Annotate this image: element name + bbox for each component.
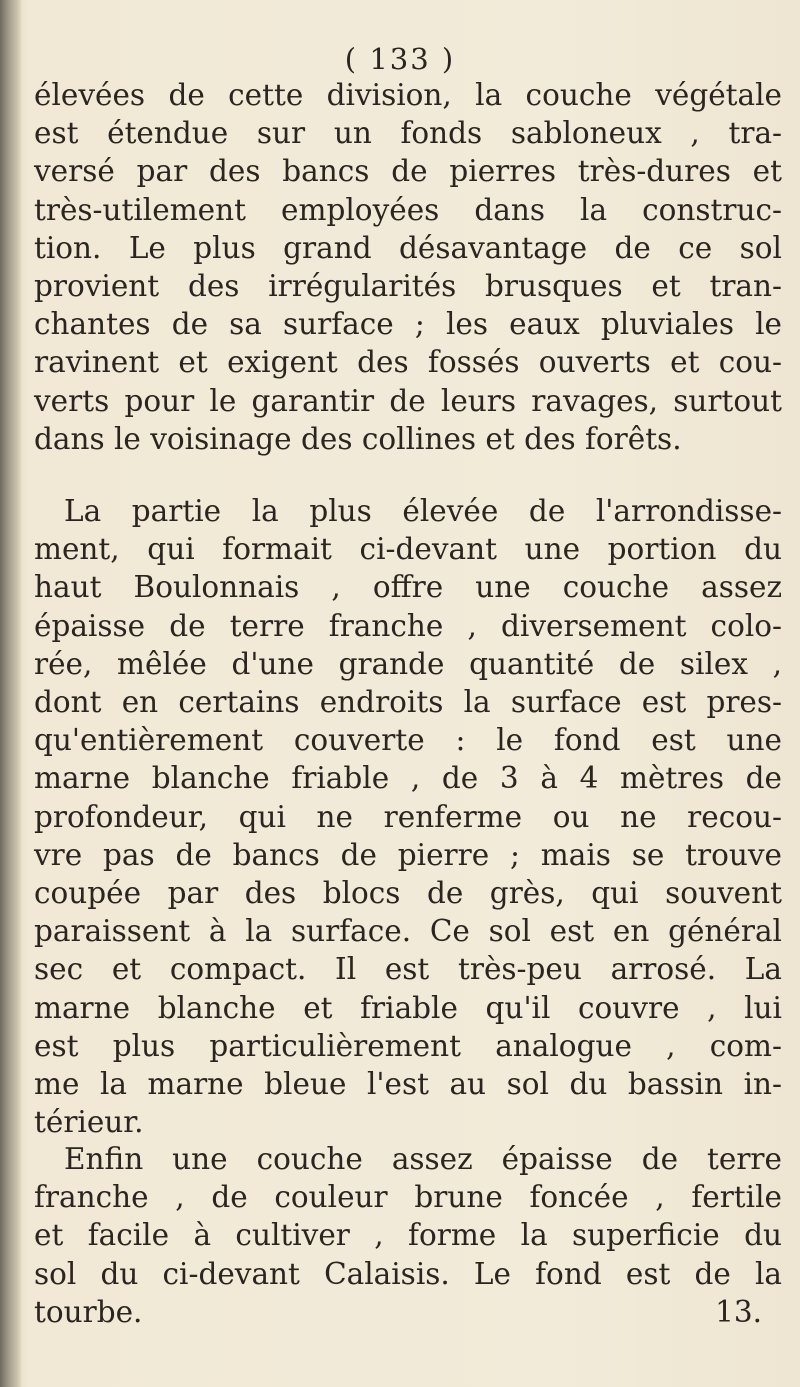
text-line: Enfin une couche assez épaisse de terre [64,1142,782,1176]
text-line: qu'entièrement couverte : le fond est une [34,723,782,758]
page-binding-edge [0,0,22,1387]
text-line: marne blanche friable , de 3 à 4 mètres de [34,761,782,796]
text-line: térieur. [34,1105,144,1140]
text-line: rée, mêlée d'une grande quantité de silex , [34,646,782,681]
text-line: sol du ci-devant Calaisis. Le fond est de la [34,1256,782,1291]
text-line: vre pas de bancs de pierre ; mais se trouve [34,837,782,872]
text-line: provient des irrégularités brusques et tran- [34,269,782,304]
page-number: ( 133 ) [344,42,456,76]
text-line: sec et compact. Il est très-peu arrosé. La [34,952,782,987]
text-line: ment, qui formait ci-devant une portion du [34,532,782,567]
paragraph-1 [34,76,782,458]
text-line: dont en certains endroits la surface est pres- [34,685,782,720]
text-line: chantes de sa surface ; les eaux pluviales le [34,307,782,342]
text-line: très-utilement employées dans la construc- [34,192,782,227]
text-line: La partie la plus élevée de l'arrondisse- [64,494,782,528]
text-line: versé par des bancs de pierres très-dures et [34,154,782,189]
text-line-final [34,1293,782,1331]
text-line: est plus particulièrement analogue , com- [34,1028,782,1063]
paragraph-3 [34,1140,782,1331]
text-line: verts pour le garantir de leurs ravages, surtout [34,383,782,418]
text-line: paraissent à la surface. Ce sol est en général [34,914,782,949]
text-line: tion. Le plus grand désavantage de ce sol [34,230,782,265]
text-line: élevées de cette division, la couche végétale [34,78,782,112]
paragraph-2 [34,492,782,1141]
text-line: tourbe. [34,1294,143,1329]
text-line: haut Boulonnais , offre une couche assez [34,570,782,605]
text-line: est étendue sur un fonds sabloneux , tra- [34,116,782,151]
text-line: profondeur, qui ne renferme ou ne recou- [34,799,782,834]
text-line: me la marne bleue l'est au sol du bassin in- [34,1067,782,1102]
text-line: marne blanche et friable qu'il couvre , lui [34,990,782,1025]
signature-mark: 13. [715,1294,762,1329]
text-line: ravinent et exigent des fossés ouverts et cou- [34,345,782,380]
text-line: coupée par des blocs de grès, qui souvent [34,876,782,911]
text-line: épaisse de terre franche , diversement colo- [34,608,782,643]
text-line: franche , de couleur brune foncée , fertile [34,1180,782,1215]
text-line: et facile à cultiver , forme la superficie du [34,1218,782,1253]
text-line: dans le voisinage des collines et des forêts. [34,421,682,456]
